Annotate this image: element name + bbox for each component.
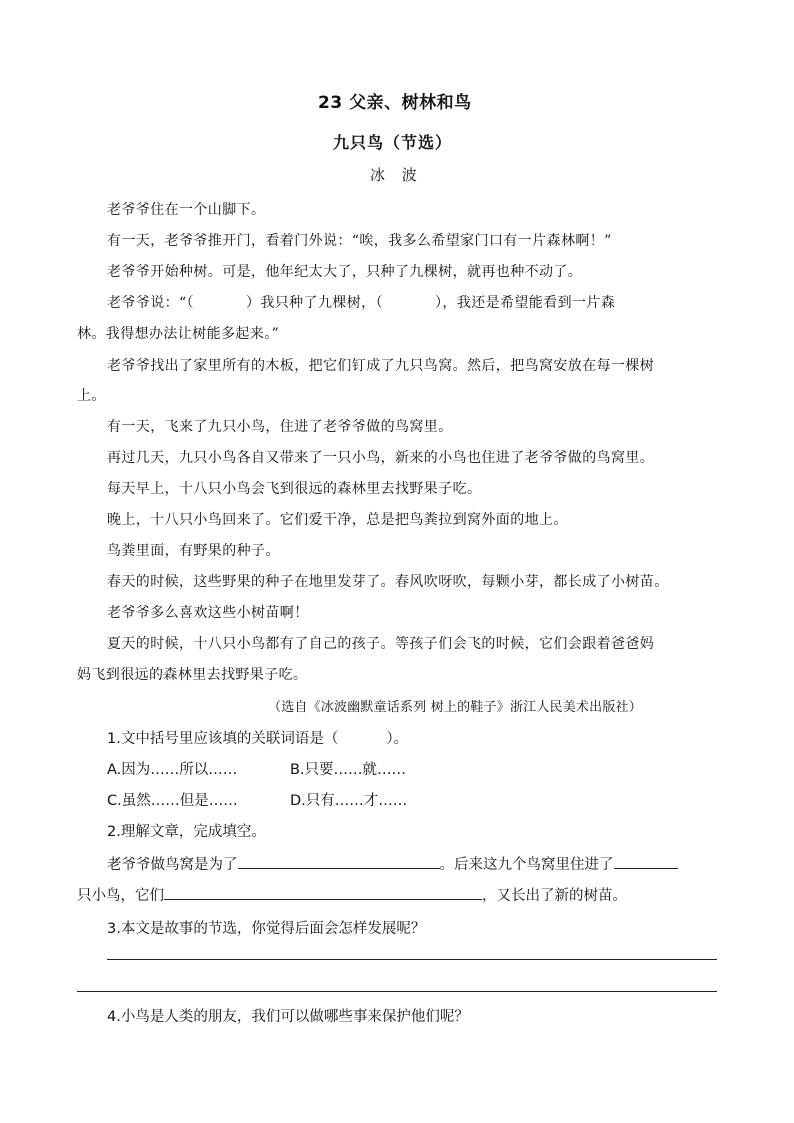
story-paragraph: 有一天，老爷爷推开门，看着门外说：“唉，我多么希望家门口有一片森林啊！”: [107, 233, 612, 249]
story-text: ）我只种了九棵树，（: [245, 295, 383, 311]
source-citation: （选自《冰波幽默童话系列 树上的鞋子》浙江人民美术出版社）: [268, 700, 642, 715]
story-paragraph: 老爷爷开始种树。可是，他年纪太大了，只种了九棵树，就再也种不动了。: [107, 264, 583, 280]
story-paragraph: 鸟粪里面，有野果的种子。: [107, 543, 280, 559]
question-text: 1.文中括号里应该填的关联词语是（: [107, 731, 339, 747]
question-text: ，又长出了新的树苗。: [482, 888, 627, 904]
question-4: 4.小鸟是人类的朋友，我们可以做哪些事来保护他们呢？: [107, 1009, 469, 1025]
story-paragraph: 老爷爷多么喜欢这些小树苗啊！: [107, 605, 309, 621]
question-3: 3.本文是故事的节选，你觉得后面会怎样发展呢？: [107, 921, 426, 937]
story-title: 九只鸟（节选）: [333, 133, 453, 152]
story-paragraph: 春天的时候，这些野果的种子在地里发芽了。春风吹呀吹，每颗小芽，都长成了小树苗。: [107, 574, 669, 590]
question-2: 2.理解文章，完成填空。: [107, 824, 266, 840]
option-a[interactable]: A.因为……所以……: [107, 762, 238, 778]
story-paragraph: 上。: [77, 388, 106, 404]
question-text: 老爷爷做鸟窝是为了: [107, 857, 238, 873]
story-paragraph: 每天早上，十八只小鸟会飞到很远的森林里去找野果子吃。: [107, 481, 482, 497]
question-2-line-2: [77, 884, 627, 905]
story-text: 老爷爷说：“（: [107, 295, 194, 311]
question-1: [107, 727, 408, 748]
story-paragraph: 妈飞到很远的森林里去找野果子吃。: [77, 667, 308, 683]
question-2-line-1: [107, 853, 678, 874]
story-text: ），我还是希望能看到一片森: [434, 295, 616, 311]
story-paragraph: 有一天，飞来了九只小鸟，住进了老爷爷做的鸟窝里。: [107, 419, 453, 435]
option-b[interactable]: B.只要……就……: [290, 762, 407, 778]
story-paragraph: 再过几天，九只小鸟各自又带来了一只小鸟，新来的小鸟也住进了老爷爷做的鸟窝里。: [107, 450, 655, 466]
author-name: 冰 波: [370, 166, 423, 184]
answer-blank[interactable]: [238, 854, 440, 869]
story-paragraph: 晚上，十八只小鸟回来了。它们爱干净，总是把鸟粪拉到窝外面的地上。: [107, 512, 568, 528]
lesson-title: 23 父亲、树林和鸟: [318, 93, 472, 113]
option-c[interactable]: C.虽然……但是……: [107, 793, 238, 809]
story-paragraph: 夏天的时候，十八只小鸟都有了自己的孩子。等孩子们会飞的时候，它们会跟着爸爸妈: [107, 636, 655, 652]
story-paragraph-with-blanks: [107, 292, 615, 312]
option-d[interactable]: D.只有……才……: [290, 793, 408, 809]
question-text: ）。: [386, 731, 409, 747]
question-text: 只小鸟，它们: [77, 888, 164, 904]
question-text: 。后来这九个鸟窝里住进了: [439, 857, 614, 873]
answer-line[interactable]: [107, 959, 717, 960]
story-paragraph: 老爷爷找出了家里所有的木板，把它们钉成了九只鸟窝。然后，把鸟窝安放在每一棵树: [107, 358, 655, 374]
story-paragraph: 林。我得想办法让树能多起来。”: [77, 326, 280, 342]
answer-blank[interactable]: [164, 885, 482, 900]
answer-blank[interactable]: [614, 854, 678, 869]
answer-line[interactable]: [77, 991, 717, 992]
story-paragraph: 老爷爷住在一个山脚下。: [107, 202, 266, 218]
